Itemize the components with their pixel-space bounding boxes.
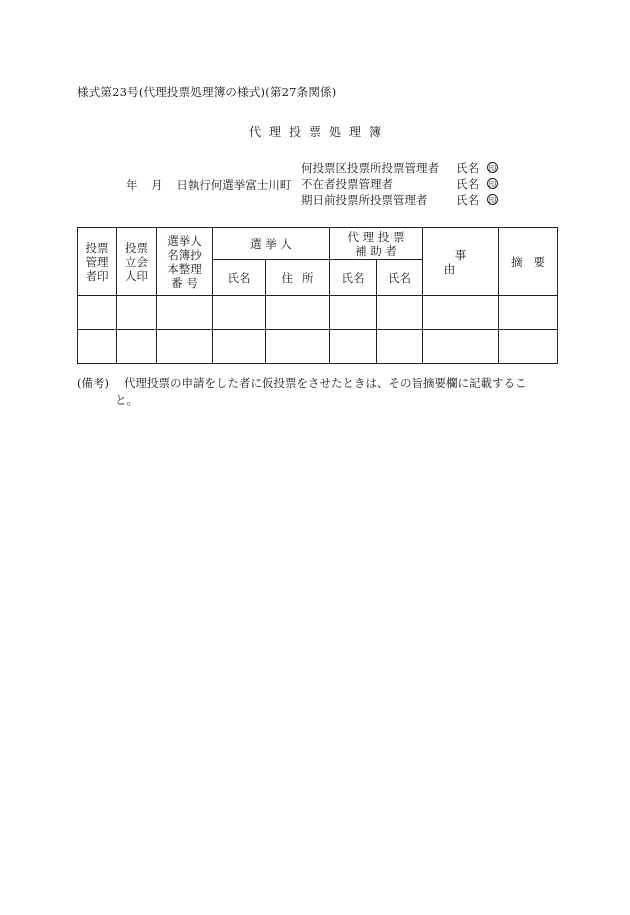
note-label: (備考) [77, 376, 109, 390]
table-cell[interactable] [423, 296, 499, 330]
date-rest: 日執行何選挙富士川町 [176, 178, 292, 192]
table-cell[interactable] [499, 330, 558, 364]
note-continuation: と。 [115, 393, 138, 407]
header-voter-address: 住所 [266, 260, 330, 296]
manager-name-label: 氏名 [456, 193, 479, 207]
table-row [78, 330, 558, 364]
header-manager-seal: 投票 管理 者印 [78, 228, 117, 296]
table-cell[interactable] [117, 330, 157, 364]
manager-row [301, 192, 531, 208]
table-cell[interactable] [377, 296, 423, 330]
table-cell[interactable] [78, 296, 117, 330]
manager-row [301, 176, 531, 192]
table-cell[interactable] [266, 330, 330, 364]
table-cell[interactable] [266, 296, 330, 330]
table-cell[interactable] [213, 330, 266, 364]
table-cell[interactable] [330, 296, 377, 330]
table-cell[interactable] [157, 296, 213, 330]
manager-title: 期日前投票所投票管理者 [301, 193, 428, 207]
header-witness-seal: 投票 立会 人印 [117, 228, 157, 296]
table-cell[interactable] [78, 330, 117, 364]
header-row [78, 228, 558, 260]
date-month: 月 [151, 178, 163, 192]
table-cell[interactable] [157, 330, 213, 364]
table-cell[interactable] [499, 296, 558, 330]
manager-name-label: 氏名 [456, 177, 479, 191]
seal-icon: 印 [488, 180, 497, 189]
form-number-label: 様式第23号(代理投票処理簿の様式)(第27条関係) [77, 85, 337, 99]
document-title: 代理投票処理簿 [248, 125, 389, 139]
header-remarks: 摘要 [499, 228, 558, 296]
manager-title: 不在者投票管理者 [301, 177, 393, 191]
note-text: 代理投票の申請をした者に仮投票をさせたときは、その旨摘要欄に記載するこ [124, 376, 527, 390]
table-cell[interactable] [330, 330, 377, 364]
table-row [78, 296, 558, 330]
header-assistant-name-2: 氏名 [377, 260, 423, 296]
table-cell[interactable] [377, 330, 423, 364]
seal-icon: 印 [488, 196, 497, 205]
manager-row [301, 160, 531, 176]
managers-block [301, 160, 531, 208]
manager-title: 何投票区投票所投票管理者 [301, 161, 439, 175]
proxy-vote-register-table [77, 227, 558, 364]
header-reason: 事由 [423, 228, 499, 296]
seal-icon: 印 [488, 164, 497, 173]
header-voter-name: 氏名 [213, 260, 266, 296]
manager-name-label: 氏名 [456, 161, 479, 175]
table-cell[interactable] [423, 330, 499, 364]
header-register-number: 選挙人 名簿抄 本整理 番 号 [157, 228, 213, 296]
election-date-line [126, 177, 291, 193]
table-cell[interactable] [213, 296, 266, 330]
header-voter-group: 選 挙 人 [213, 228, 330, 260]
table-cell[interactable] [117, 296, 157, 330]
header-assistant-group: 代 理 投 票 補 助 者 [330, 228, 423, 260]
date-year: 年 [126, 178, 138, 192]
header-assistant-name-1: 氏名 [330, 260, 377, 296]
